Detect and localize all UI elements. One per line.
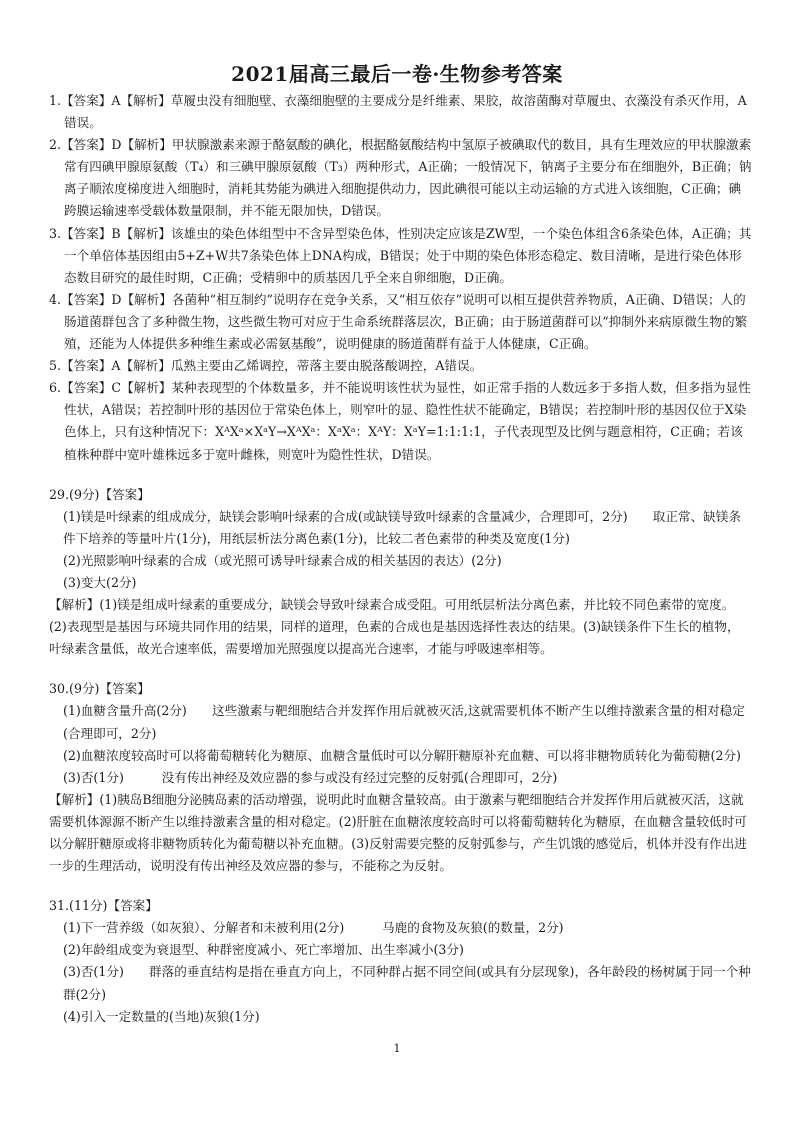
q30-analysis: 【解析】(1)胰岛B细胞分泌胰岛素的活动增强，说明此时血糖含量较高。由于激素与靶细胞结合并发挥作用后就被灭活，这就需要机体源源不断产生以维持激素含量的相对稳定。(2)肝脏在血糖浓度较高时可以将葡萄糖转化为糖原，在血糖含量较低时可以分解肝糖原或将非糖物质转化为葡萄糖以补充血糖。(3)反射需要完整的反射弧参与，产生饥饿的感觉后，机体并没有作出进一步的生理活动，说明没有传出神经及效应器的参与，不能称之为反射。 [49, 791, 747, 874]
section-gap [49, 660, 752, 678]
q29-analysis: 【解析】(1)镁是组成叶绿素的重要成分，缺镁会导致叶绿素合成受阻。可用纸层析法分离色素，并比较不同色素带的宽度。(2)表现型是基因与环境共同作用的结果，同样的道理，色素的合成也是基因选择性表达的结果。(3)缺镁条件下生长的植物，叶绿素含量低，故光合速率低，需要增加光照强度以提高光合速率，才能与呼吸速率相等。 [49, 597, 740, 657]
page-title: 2021届高三最后一卷·生物参考答案 [231, 62, 563, 86]
page-number: 1 [393, 1042, 401, 1055]
answer-item-1: 1.【答案】A【解析】草履虫没有细胞壁、衣藻细胞壁的主要成分是纤维素、果胶，故溶菌酶对草履虫、衣藻没有杀灭作用，A错误。 [49, 93, 747, 131]
answer-item-3: 3.【答案】B【解析】该雄虫的染色体组型中不含异型染色体，性别决定应该是ZW型，一个染色体组含6条染色体，A正确；其一个单倍体基因组由5+Z+W共7条染色体上DNA构成，B错误；处于中期的染色体形态稳定、数目清晰，是进行染色体形态数目研究的最佳时期，C正确；受精卵中的质基因几乎全来自卵细胞，D正确。 [49, 225, 752, 285]
answer-body [49, 90, 752, 1028]
q31-answer-3: (3)否(1分) 群落的垂直结构是指在垂直方向上，不同种群占据不同空间(或具有分层现象)，各年龄段的杨树属于同一个种群(2分) [63, 964, 751, 1002]
q30-answer-2: (2)血糖浓度较高时可以将葡萄糖转化为糖原、血糖含量低时可以分解肝糖原补充血糖、可以将非糖物质转化为葡萄糖(2分) [63, 747, 741, 763]
answer-item-5: 5.【答案】A【解析】瓜熟主要由乙烯调控，蒂落主要由脱落酸调控，A错误。 [49, 358, 483, 374]
q30-answer-3: (3)否(1分) 没有传出神经及效应器的参与或没有经过完整的反射弧(合理即可，2分) [63, 769, 558, 785]
section-gap [49, 466, 752, 484]
q29-answer-2: (2)光照影响叶绿素的合成（或光照可诱导叶绿素合成的相关基因的表达）(2分) [63, 552, 502, 568]
q29-answer-1: (1)镁是叶绿素的组成成分，缺镁会影响叶绿素的合成(或缺镁导致叶绿素的含量减少，合理即可，2分) 取正常、缺镁条件下培养的等量叶片(1分)，用纸层析法分离色素(1分)，比较二者色素带的种类及宽度(1分) [63, 508, 741, 546]
section-gap [49, 877, 752, 895]
q31-answer-2: (2)年龄组成变为衰退型、种群密度减小、死亡率增加、出生率减小(3分) [63, 942, 464, 958]
q31-heading: 31.(11分)【答案】 [49, 898, 158, 914]
answer-item-6: 6.【答案】C【解析】某种表现型的个体数量多，并不能说明该性状为显性，如正常手指的人数远多于多指人数，但多指为显性性状，A错误；若控制叶形的基因位于常染色体上，则窄叶的显、隐性性状不能确定，B错误；若控制叶形的基因仅位于X染色体上，只有这种情况下：XᴬXᵃ×XᵃY→XᴬXᵃ：XᵃXᵃ：XᴬY：XᵃY=1:1:1:1，子代表现型及比例与题意相符，C正确；若该植株种群中宽叶雄株远多于宽叶雌株，则宽叶为隐性性状，D错误。 [49, 380, 751, 462]
answer-item-4: 4.【答案】D【解析】各菌种“相互制约”说明存在竞争关系，又“相互依存”说明可以相互提供营养物质，A正确、D错误；人的肠道菌群包含了多种微生物，这些微生物可对应于生命系统群落层次，B正确；由于肠道菌群可以“抑制外来病原微生物的繁殖，还能为人体提供多种维生素或必需氨基酸”，说明健康的肠道菌群有益于人体健康，C正确。 [49, 291, 748, 352]
q31-answer-1: (1)下一营养级（如灰狼）、分解者和未被利用(2分) 马鹿的食物及灰狼(的数量，2分) [63, 920, 564, 936]
q30-heading: 30.(9分)【答案】 [49, 681, 150, 697]
answer-item-2: 2.【答案】D【解析】甲状腺激素来源于酪氨酸的碘化，根据酪氨酸结构中氢原子被碘取代的数目，具有生理效应的甲状腺激素常有四碘甲腺原氨酸（T₄）和三碘甲腺原氨酸（T₃）两种形式，A正确；一般情况下，钠离子主要分布在细胞外，B正确；钠离子顺浓度梯度进入细胞时，消耗其势能为碘进入细胞提供动力，因此碘很可能以主动运输的方式进入该细胞，C正确；碘跨膜运输速率受载体数量限制，并不能无限加快，D错误。 [49, 137, 752, 219]
q29-heading: 29.(9分)【答案】 [49, 486, 150, 502]
q30-answer-1: (1)血糖含量升高(2分) 这些激素与靶细胞结合并发挥作用后就被灭活,这就需要机体不断产生以维持激素含量的相对稳定(合理即可，2分) [63, 703, 745, 741]
q31-answer-4: (4)引入一定数量的(当地)灰狼(1分) [63, 1008, 260, 1024]
q29-answer-3: (3)变大(2分) [63, 574, 137, 590]
